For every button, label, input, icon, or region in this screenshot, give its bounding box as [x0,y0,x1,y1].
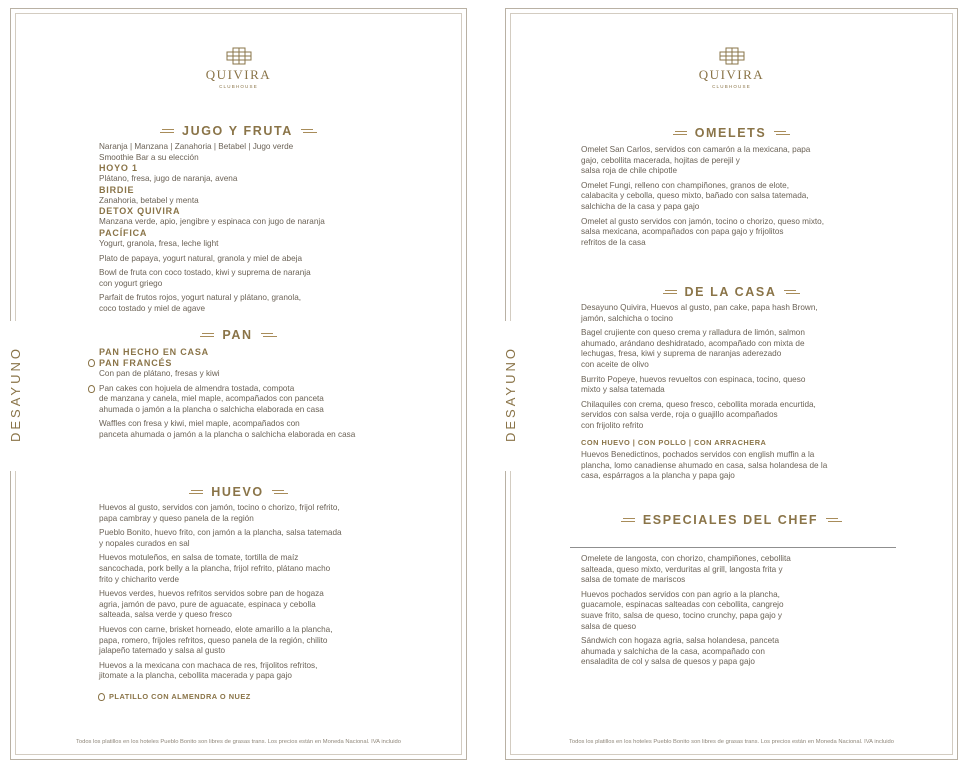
ornament-dash-icon [621,518,635,522]
section-title-huevo [11,485,466,499]
ornament-dash-icon [189,490,203,494]
menu-item: Desayuno Quivira, Huevos al gusto, pan cake, papa hash Brown, jamón, salchicha o tocino [581,303,818,323]
section-jugo-items [99,142,399,319]
ornament-dash-icon [774,131,790,135]
item-title: PAN HECHO EN CASA [99,347,209,357]
item-title: DETOX QUIVIRA [99,206,181,217]
section-title-pan [11,328,466,342]
section-title-text: PAN [222,328,253,342]
side-label: DESAYUNO [503,346,518,442]
menu-item: Naranja | Manzana | Zanahoria | Betabel | Jugo verde Smoothie Bar a su elección [99,142,294,162]
quivira-logo-icon [719,47,745,65]
ornament-dash-icon [784,290,800,294]
item-title: PACÍFICA [99,227,148,238]
menu-item: DETOX QUIVIRA Manzana verde, apio, jengibre y espinaca con jugo de naranja [99,206,399,228]
section-casa-items [581,303,881,486]
menu-item: Huevos al gusto, servidos con jamón, tocino o chorizo, frijol refrito, papa cambray y queso panela de la región [99,503,340,523]
menu-item: Huevos pochados servidos con pan agrio a la plancha, guacamole, espinacas salteadas con cebollita, cangrejo suave frito, salsa de queso, tocino crunchy, papa gajo y salsa de queso [581,589,784,631]
menu-item: Bowl de fruta con coco tostado, kiwi y suprema de naranja con yogurt griego [99,268,311,288]
footer-note: Todos los platillos en los hoteles Pueblo Bonito son libres de grasas trans. Los precios están en Moneda Nacional. IVA incluido [568,739,895,745]
menu-item: BIRDIE Zanahoria, betabel y menta [99,185,399,207]
section-title-text: ESPECIALES DEL CHEF [642,513,819,527]
menu-item: Omelet al gusto servidos con jamón, tocino o chorizo, queso mixto, salsa mexicana, acompañados con papa gajo y frijolitos refritos de la casa [581,216,825,247]
ornament-dash-icon [272,490,288,494]
menu-page-left [10,8,467,760]
quivira-logo-icon [226,47,252,65]
section-title-text: DE LA CASA [684,285,777,299]
menu-item: Huevos a la mexicana con machaca de res, frijolitos refritos, jitomate a la plancha, cebollita macerada y papa gajo [99,660,318,681]
ornament-dash-icon [826,518,842,522]
section-title-text: HUEVO [211,485,264,499]
brand-logo [11,47,466,89]
menu-item: Parfait de frutos rojos, yogurt natural y plátano, granola, coco tostado y miel de agave [99,293,302,313]
menu-item: HOYO 1 Plátano, fresa, jugo de naranja, avena [99,163,399,185]
brand-name: QUIVIRA [205,67,272,82]
menu-item: Huevos motuleños, en salsa de tomate, tortilla de maíz sancochada, pork belly a la plancha, frijol refrito, plátano macho frito y chicharito verde [99,553,331,584]
brand-name: QUIVIRA [698,67,765,82]
section-chef-items [581,554,881,672]
nut-allergen-icon [88,359,95,367]
ornament-dash-icon [261,333,277,337]
allergen-note-text: PLATILLO CON ALMENDRA O NUEZ [109,691,251,701]
menu-item: Omelet San Carlos, servidos con camarón a la mexicana, papa gajo, cebollita macerada, hojitas de perejil y salsa roja de chile chipotle [581,145,811,176]
ornament-dash-icon [663,290,677,294]
menu-item: Waffles con fresa y kiwi, miel maple, acompañados con panceta ahumada o jamón a la plancha o salchicha elaborada en casa [99,419,356,439]
menu-item: Plato de papaya, yogurt natural, granola y miel de abeja [99,253,303,263]
menu-item: Bagel crujiente con queso crema y ralladura de limón, salmon ahumado, arándano deshidratado, acompañado con mixta de lechugas, fresa, kiwi y suprema de naranjas aderezado con aceite de olivo [581,328,805,369]
brand-logo [506,47,957,89]
ornament-dash-icon [673,131,687,135]
menu-item: Chilaquiles con crema, queso fresco, cebollita morada encurtida, servidos con salsa verde, roja o guajillo acompañados con frijolito refrito [581,399,816,430]
menu-item: Pan cakes con hojuela de almendra tostada, compota de manzana y canela, miel maple, acompañados con panceta ahumada o jamón a la plancha o salchicha elaborada en casa [99,384,419,416]
ornament-dash-icon [301,129,317,133]
menu-item: Omelet Fungi, relleno con champiñones, granos de elote, calabacita y cebolla, queso mixto, bañado con salsa tatemada, salchicha de la casa y papa gajo [581,180,809,211]
item-title: HOYO 1 [99,163,138,174]
menu-item: Huevos verdes, huevos refritos servidos sobre pan de hogaza agria, jamón de pavo, pure de aguacate, espinaca y cebolla salteada, salsa verde y queso fresco [99,589,324,620]
section-divider [570,547,896,548]
options-line [581,438,881,449]
menu-item: Huevos Benedictinos, pochados servidos con english muffin a la plancha, lomo canadiense ahumado en casa, salsa holandesa de la casa, espárragos a la plancha y papa gajo [581,450,828,481]
menu-item: Pueblo Bonito, huevo frito, con jamón a la plancha, salsa tatemada y nopales curados en sal [99,528,342,548]
item-title: PAN FRANCÉS [99,358,173,368]
nut-allergen-icon [88,385,95,393]
ornament-dash-icon [160,129,174,133]
section-title-text: OMELETS [694,126,767,140]
section-huevo-items [99,503,419,703]
footer-note: Todos los platillos en los hoteles Pueblo Bonito son libres de grasas trans. Los precios están en Moneda Nacional. IVA incluido [75,739,402,745]
menu-item: Sándwich con hogaza agria, salsa holandesa, panceta ahumada y salchicha de la casa, acompañado con ensaladita de col y salsa de quesos y papa gajo [581,636,780,667]
menu-item: Omelete de langosta, con chorizo, champiñones, cebollita salteada, queso mixto, verduritas al grill, langosta frita y salsa de tomate de mariscos [581,554,791,585]
item-title: BIRDIE [99,184,135,195]
brand-subtitle: CLUBHOUSE [219,84,258,89]
section-title-casa [506,285,957,299]
section-pan-items [99,347,419,445]
ornament-dash-icon [200,333,214,337]
side-label: DESAYUNO [8,346,23,442]
nut-allergen-icon [98,693,105,701]
menu-item: PACÍFICA Yogurt, granola, fresa, leche light [99,228,399,250]
allergen-note [99,692,419,703]
options-text: CON HUEVO | CON POLLO | CON ARRACHERA [581,437,767,447]
section-title-chef [506,513,957,527]
section-omelets-items [581,145,881,252]
menu-page-right [505,8,958,760]
menu-item: PAN FRANCÉS Con pan de plátano, fresas y kiwi [99,358,419,380]
section-title-omelets [506,126,957,140]
section-title-jugo [11,124,466,138]
menu-item: Huevos con carne, brisket horneado, elote amarillo a la plancha, papa, romero, frijoles refritos, queso panela de la región, chilito jalapeño tatemado y salsa al gusto [99,624,333,656]
brand-subtitle: CLUBHOUSE [712,84,751,89]
menu-item: Burrito Popeye, huevos revueltos con espinaca, tocino, queso mixto y salsa tatemada [581,374,806,395]
section-title-text: JUGO Y FRUTA [182,124,293,138]
